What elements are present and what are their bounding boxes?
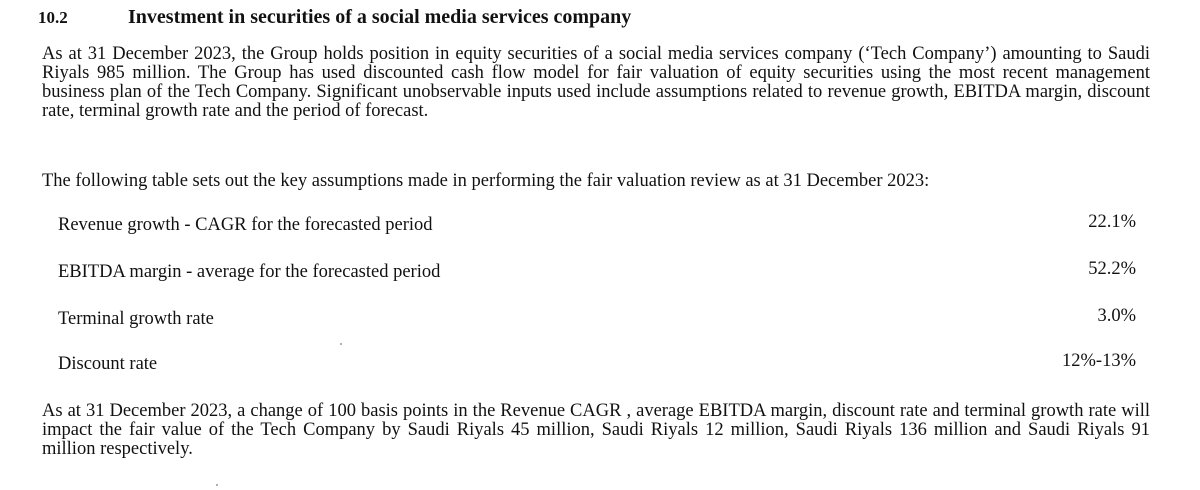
assumption-row	[58, 306, 1136, 330]
assumption-value: 12%-13%	[1062, 351, 1136, 371]
assumption-value: 22.1%	[1088, 212, 1136, 232]
assumption-label: Discount rate	[58, 354, 158, 374]
section-title: Investment in securities of a social media services company	[128, 6, 632, 28]
intro-paragraph: As at 31 December 2023, the Group holds position in equity securities of a social media services company (‘Tech Company’) amounting to Saudi Riyals 985 million. The Group has used discounted cash flow model for fair valuation of equity securities using the most recent management business plan of the Tech Company. Significant unobservable inputs used include assumptions related to revenue growth, EBITDA margin, discount rate, terminal growth rate and the period of forecast.	[42, 44, 1150, 121]
assumption-label: Terminal growth rate	[58, 309, 214, 329]
assumption-label: Revenue growth - CAGR for the forecasted period	[58, 215, 433, 235]
assumption-row	[58, 259, 1136, 283]
assumption-row	[58, 351, 1136, 375]
assumption-value: 3.0%	[1097, 306, 1136, 326]
sensitivity-paragraph: As at 31 December 2023, a change of 100 basis points in the Revenue CAGR , average EBITDA margin, discount rate and terminal growth rate will impact the fair value of the Tech Company by Saudi Riyals 45 million, Saudi Riyals 12 million, Saudi Riyals 136 million and Saudi Riyals 91 million respectively.	[42, 401, 1150, 459]
assumption-label: EBITDA margin - average for the forecasted period	[58, 262, 441, 282]
scan-speck	[340, 343, 342, 345]
scan-speck	[216, 484, 218, 486]
section-heading	[38, 6, 631, 29]
assumption-row	[58, 212, 1136, 236]
table-intro-paragraph: The following table sets out the key assumptions made in performing the fair valuation review as at 31 December 2023:	[42, 171, 930, 191]
section-number: 10.2	[38, 8, 68, 27]
assumption-value: 52.2%	[1088, 259, 1136, 279]
